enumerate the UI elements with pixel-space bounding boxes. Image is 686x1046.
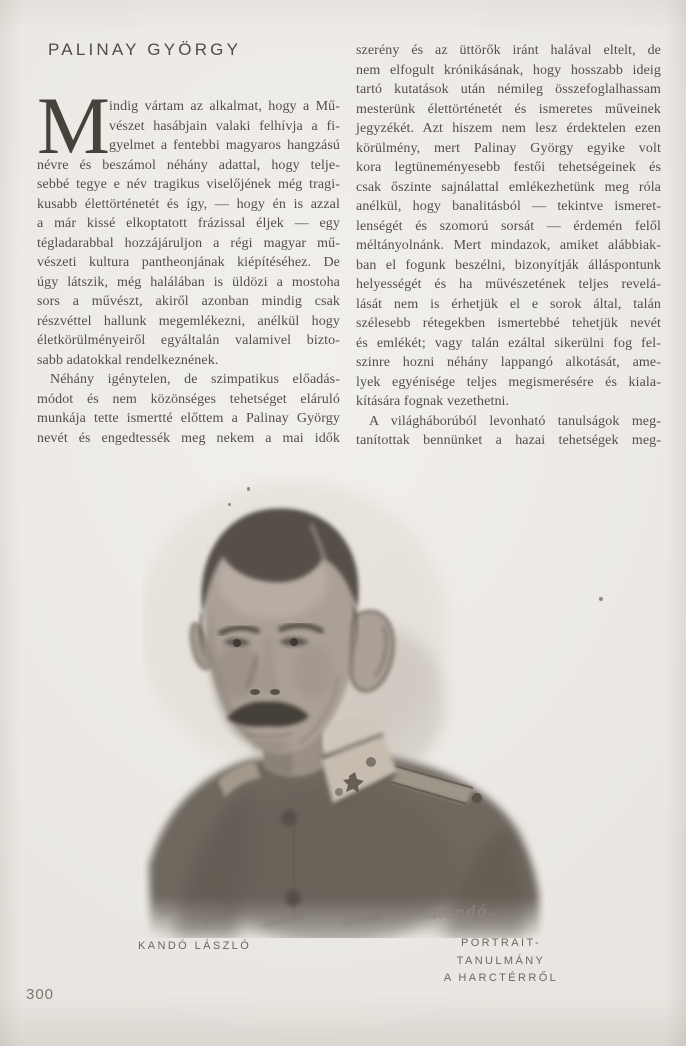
text-line: anélkül, hogy banalitásból — tekintve ismeret-	[356, 199, 661, 214]
text-line: vészeti kultura pantheonjának kiépítéséhez. De	[37, 255, 340, 270]
text-line: indig vártam az alkalmat, hogy a Mű-	[109, 99, 340, 114]
text-line: ban el fogunk beszélni, bizonyítják álláspontunk	[356, 257, 661, 273]
text-line: úgy látszik, még halálában is üldözi a mostoha	[37, 274, 340, 290]
portrait-figure	[143, 466, 545, 938]
text-line: gyelmet a fentebbi magyaros hangzású	[109, 138, 340, 153]
text-line: módot és nem közönséges tehetséget eláruló	[37, 391, 340, 407]
text-line: kusabb élettörténetét és így, — hogy én is azzal	[37, 196, 340, 212]
text-line: szerény és az üttörők iránt halával eltelt, de	[356, 43, 661, 58]
text-line: csak őszinte sajnálattal emlékezhetünk meg róla	[356, 179, 661, 195]
text-line: részvéttel hallunk megemlékezni, anélkül hogy	[37, 313, 340, 329]
text-line: helyességét és ha művészetének teljes revelá-	[356, 277, 661, 292]
text-line: tégladarabbal hozzájáruljon a régi magyar mű-	[37, 235, 340, 251]
text-line: szinre hozni néhány lappangó alkotását, ame-	[356, 355, 661, 370]
text-line: mesterünk élettörténetét és ismeretes műveinek	[356, 101, 661, 117]
paper-speck	[228, 503, 231, 506]
caption-title	[420, 935, 582, 988]
paper-speck	[247, 487, 250, 491]
text-line: méltányolnánk. Mert mindazok, amiket alábbiak-	[356, 238, 661, 253]
page-number: 300	[26, 986, 55, 1003]
text-column-left	[37, 80, 340, 448]
text-line: vészet hasábjain valaki felhívja a fi-	[109, 118, 340, 134]
text-line: sebbé tegye e név tragikus viselőjének még tragi-	[37, 177, 340, 192]
text-line: tanítottak bennünket a hazai tehetségek meg-	[356, 433, 661, 448]
text-line: tartó kutatások után némileg összefoglalhassam	[356, 82, 661, 97]
text-line: A világháborúból levonható tanulságok meg-	[369, 413, 661, 429]
text-line: életkörülményeiről egyáltalán valamivel bizto-	[37, 333, 340, 348]
text-line: szélesebb rétegekben ismertebbé tehetjük nevét	[356, 316, 661, 331]
text-line: lyek egyénisége teljes megismerésére és kiala-	[356, 374, 661, 390]
text-line: és emlékét; vagy talán ezáltal sikerülni fog fel-	[356, 335, 661, 351]
portrait-drawing	[143, 466, 545, 938]
text-line: sabb adatokkal rendelkeznének.	[37, 352, 219, 368]
caption-title-line1: PORTRAIT-TANULMÁNY	[456, 937, 546, 967]
text-line: munkája tette ismertté előttem a Palinay György	[37, 411, 340, 426]
text-line: lását nem is érhetjük el e sorok által, talán	[356, 296, 661, 312]
artist-signature: Kandó.	[431, 901, 495, 923]
caption-title-line2: A HARCTÉRRŐL	[443, 972, 559, 984]
text-line: lenségét és szomorú sorsát — érdemén felől	[356, 218, 661, 234]
text-line: sors a művészt, akiről azonban mindig csak	[37, 294, 340, 309]
paper-speck	[599, 597, 603, 601]
article-title: PALINAY GYÖRGY	[48, 40, 242, 59]
text-line: körülmény, mert Palinay György egyike volt	[356, 140, 661, 156]
text-line: a már kissé elkoptatott frázissal éljek — egy	[37, 216, 340, 231]
text-line: kora legtüneményesebb festői tehetségeinek és	[356, 160, 661, 175]
text-line: kítására fognak vezethetni.	[356, 394, 510, 409]
text-line: névre és beszámol néhány adattal, hogy telje-	[37, 157, 340, 173]
text-line: nem elfogult krónikásának, hogy hosszabb ideig	[356, 62, 661, 78]
text-column-right	[356, 41, 661, 451]
caption-artist: KANDÓ LÁSZLÓ	[138, 940, 252, 952]
drop-cap: M	[37, 80, 111, 171]
text-line: nevét és engedtessék meg nekem a mai idők	[37, 430, 340, 446]
text-line: jegyzékét. Azt hiszem nem lesz érdektelen ezen	[356, 121, 661, 136]
text-line: Néhány igénytelen, de szimpatikus előadás-	[50, 372, 340, 387]
